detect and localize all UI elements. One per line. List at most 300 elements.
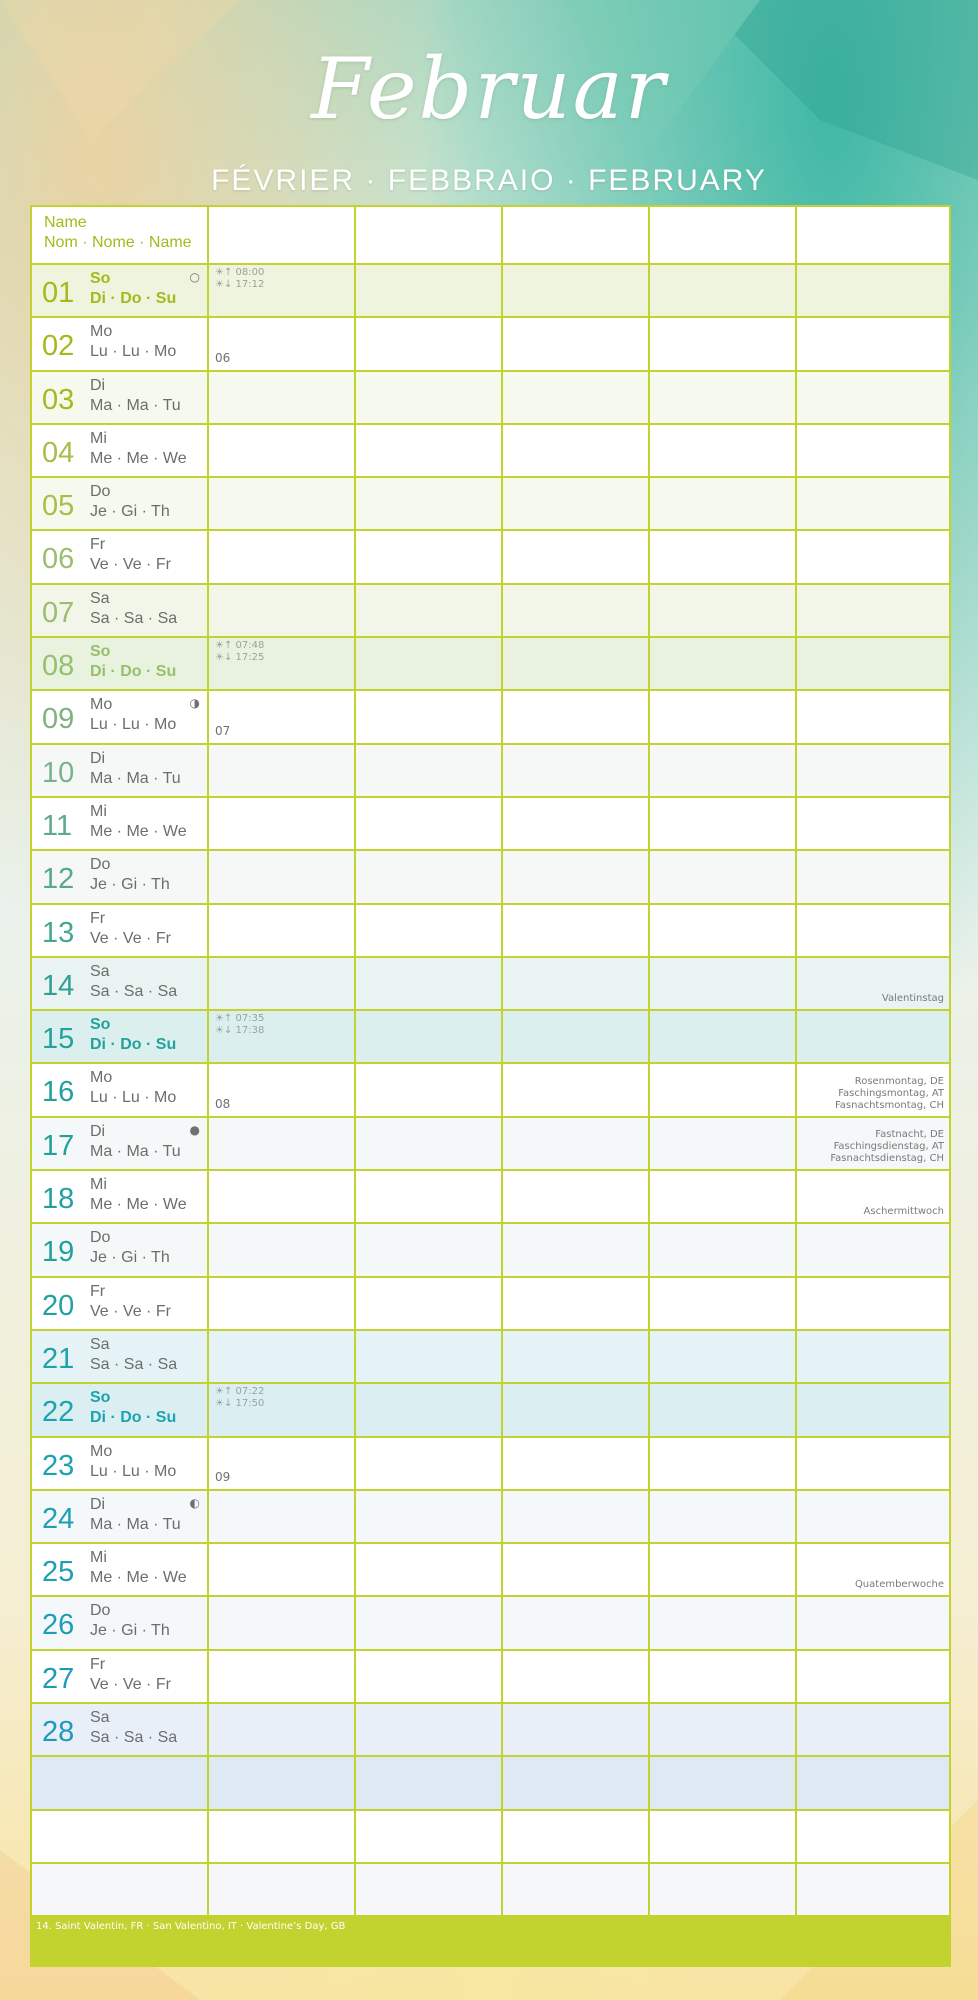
entry-cell[interactable] xyxy=(797,1704,949,1755)
entry-cell[interactable] xyxy=(356,585,503,636)
day-number: 25 xyxy=(42,1556,75,1589)
entry-cell[interactable] xyxy=(797,1597,949,1648)
entry-cell[interactable] xyxy=(209,1651,356,1702)
empty-cell[interactable] xyxy=(209,1811,356,1862)
entry-cell[interactable] xyxy=(209,1224,356,1275)
entry-cell[interactable] xyxy=(503,1331,650,1382)
entry-cell[interactable] xyxy=(503,318,650,369)
day-label-cell xyxy=(32,1278,209,1329)
day-label-cell xyxy=(32,798,209,849)
day-row xyxy=(32,1491,949,1544)
sun-times xyxy=(215,1013,264,1037)
entry-cell[interactable] xyxy=(797,425,949,476)
entry-cell[interactable] xyxy=(650,1118,797,1169)
day-number: 11 xyxy=(42,809,73,842)
empty-cell[interactable] xyxy=(356,1864,503,1917)
entry-cell[interactable] xyxy=(650,478,797,529)
entry-cell[interactable] xyxy=(797,1491,949,1542)
entry-cell[interactable] xyxy=(650,425,797,476)
day-name: Mo xyxy=(90,696,113,714)
day-name: So xyxy=(90,270,111,287)
entry-cell[interactable] xyxy=(209,1597,356,1648)
entry-cell[interactable] xyxy=(209,1171,356,1222)
day-name: Di xyxy=(90,1495,106,1513)
month-title: Februar xyxy=(311,40,667,138)
entry-cell[interactable] xyxy=(650,1384,797,1435)
entry-cell[interactable] xyxy=(797,478,949,529)
entry-cell[interactable] xyxy=(356,851,503,902)
entry-cell[interactable] xyxy=(797,638,949,689)
empty-cell[interactable] xyxy=(797,1811,949,1862)
day-name: Do xyxy=(90,1229,111,1247)
moon-phase-icon: ◑ xyxy=(189,696,200,711)
day-number: 22 xyxy=(42,1396,75,1429)
day-translations: Sa · Sa · Sa xyxy=(90,982,178,1000)
day-label-cell xyxy=(32,851,209,902)
entry-cell[interactable] xyxy=(797,1331,949,1382)
entry-cell[interactable] xyxy=(356,905,503,956)
entry-cell[interactable] xyxy=(356,1491,503,1542)
entry-cell[interactable] xyxy=(797,1278,949,1329)
day-name: Mo xyxy=(90,1069,113,1087)
entry-cell[interactable] xyxy=(209,318,356,369)
person-column-3[interactable] xyxy=(503,207,650,263)
entry-cell[interactable] xyxy=(797,1118,949,1169)
empty-cell[interactable] xyxy=(797,1864,949,1917)
entry-cell[interactable] xyxy=(503,638,650,689)
day-name: Do xyxy=(90,856,111,874)
entry-cell[interactable] xyxy=(650,851,797,902)
day-translations: Me · Me · We xyxy=(90,822,187,840)
day-number: 24 xyxy=(42,1502,75,1535)
entry-cell[interactable] xyxy=(356,638,503,689)
entry-cell[interactable] xyxy=(650,1011,797,1062)
day-row xyxy=(32,1224,949,1277)
name-translations: Nom · Nome · Name xyxy=(44,234,192,251)
sunrise-time: ☀↑ 07:22 xyxy=(215,1386,265,1398)
day-label-cell xyxy=(32,1544,209,1595)
entry-cell[interactable] xyxy=(503,851,650,902)
day-row xyxy=(32,1704,949,1757)
entry-cell[interactable] xyxy=(503,1011,650,1062)
entry-cell[interactable] xyxy=(650,638,797,689)
day-name: Di xyxy=(90,749,106,767)
entry-cell[interactable] xyxy=(209,958,356,1009)
entry-cell[interactable] xyxy=(356,1011,503,1062)
day-label-cell xyxy=(32,318,209,369)
moon-phase-icon: ◐ xyxy=(189,1495,200,1510)
day-row xyxy=(32,1064,949,1117)
entry-cell[interactable] xyxy=(503,1597,650,1648)
person-column-2[interactable] xyxy=(356,207,503,263)
day-row xyxy=(32,1597,949,1650)
entry-cell[interactable] xyxy=(356,425,503,476)
entry-cell[interactable] xyxy=(797,1384,949,1435)
entry-cell[interactable] xyxy=(797,905,949,956)
entry-cell[interactable] xyxy=(797,1064,949,1115)
day-name: Mi xyxy=(90,1176,107,1194)
holiday-note: Fastnacht, DE Faschingsdienstag, AT Fasnachtsdienstag, CH xyxy=(830,1129,944,1165)
day-number: 13 xyxy=(42,916,75,949)
day-label-cell xyxy=(32,638,209,689)
empty-cell[interactable] xyxy=(32,1864,209,1917)
entry-cell[interactable] xyxy=(503,1704,650,1755)
day-label-cell xyxy=(32,1384,209,1435)
day-label-cell xyxy=(32,691,209,742)
day-number: 12 xyxy=(42,863,75,896)
day-number: 09 xyxy=(42,703,75,736)
day-translations: Ve · Ve · Fr xyxy=(90,1302,171,1320)
day-name: Di xyxy=(90,376,106,394)
day-label-cell xyxy=(32,958,209,1009)
entry-cell[interactable] xyxy=(209,798,356,849)
day-translations: Ma · Ma · Tu xyxy=(90,1515,181,1533)
day-name: Fr xyxy=(90,1655,106,1673)
empty-row xyxy=(32,1757,949,1810)
day-row xyxy=(32,1331,949,1384)
entry-cell[interactable] xyxy=(650,1438,797,1489)
entry-cell[interactable] xyxy=(650,905,797,956)
entry-cell[interactable] xyxy=(503,1544,650,1595)
footer-bar xyxy=(30,1915,951,1967)
entry-cell[interactable] xyxy=(209,691,356,742)
entry-cell[interactable] xyxy=(209,1278,356,1329)
day-number: 26 xyxy=(42,1609,75,1642)
entry-cell[interactable] xyxy=(356,1384,503,1435)
entry-cell[interactable] xyxy=(650,745,797,796)
day-name: So xyxy=(90,1389,111,1407)
entry-cell[interactable] xyxy=(503,265,650,316)
empty-cell[interactable] xyxy=(209,1864,356,1917)
week-number: 08 xyxy=(215,1096,231,1111)
entry-cell[interactable] xyxy=(503,905,650,956)
sunset-time: ☀↓ 17:25 xyxy=(215,652,265,664)
entry-cell[interactable] xyxy=(503,425,650,476)
day-name: Sa xyxy=(90,962,110,980)
entry-cell[interactable] xyxy=(503,1224,650,1275)
entry-cell[interactable] xyxy=(356,318,503,369)
day-number: 20 xyxy=(42,1289,75,1322)
day-label-cell xyxy=(32,478,209,529)
entry-cell[interactable] xyxy=(503,531,650,582)
entry-cell[interactable] xyxy=(797,745,949,796)
entry-cell[interactable] xyxy=(356,1278,503,1329)
entry-cell[interactable] xyxy=(503,1491,650,1542)
empty-cell[interactable] xyxy=(32,1811,209,1862)
day-label-cell xyxy=(32,1011,209,1062)
holiday-note: Aschermittwoch xyxy=(863,1206,944,1218)
entry-cell[interactable] xyxy=(209,1544,356,1595)
day-row xyxy=(32,851,949,904)
entry-cell[interactable] xyxy=(356,372,503,423)
empty-cell[interactable] xyxy=(209,1757,356,1808)
day-row xyxy=(32,1278,949,1331)
entry-cell[interactable] xyxy=(797,798,949,849)
entry-cell[interactable] xyxy=(209,745,356,796)
entry-cell[interactable] xyxy=(650,1064,797,1115)
day-row xyxy=(32,691,949,744)
entry-cell[interactable] xyxy=(797,1011,949,1062)
sun-times xyxy=(215,640,264,664)
day-number: 15 xyxy=(42,1023,75,1056)
entry-cell[interactable] xyxy=(797,958,949,1009)
sunrise-time: ☀↑ 07:48 xyxy=(215,640,265,652)
entry-cell[interactable] xyxy=(650,958,797,1009)
entry-cell[interactable] xyxy=(356,1651,503,1702)
entry-cell[interactable] xyxy=(797,1544,949,1595)
day-translations: Je · Gi · Th xyxy=(90,1622,170,1640)
entry-cell[interactable] xyxy=(356,745,503,796)
day-row xyxy=(32,372,949,425)
entry-cell[interactable] xyxy=(650,1651,797,1702)
day-name: Fr xyxy=(90,909,106,927)
entry-cell[interactable] xyxy=(650,1278,797,1329)
entry-cell[interactable] xyxy=(209,585,356,636)
day-translations: Ve · Ve · Fr xyxy=(90,1675,171,1693)
entry-cell[interactable] xyxy=(356,1118,503,1169)
day-number: 23 xyxy=(42,1449,75,1482)
entry-cell[interactable] xyxy=(209,1011,356,1062)
day-label-cell xyxy=(32,265,209,316)
footer-note: 14. Saint Valentin, FR · San Valentino, IT · Valentine’s Day, GB xyxy=(36,1921,346,1932)
day-number: 27 xyxy=(42,1662,75,1695)
empty-cell[interactable] xyxy=(356,1757,503,1808)
entry-cell[interactable] xyxy=(209,478,356,529)
sun-times xyxy=(215,267,264,291)
day-row xyxy=(32,638,949,691)
day-number: 21 xyxy=(42,1342,75,1375)
day-row xyxy=(32,478,949,531)
day-row xyxy=(32,1384,949,1437)
person-column-4[interactable] xyxy=(650,207,797,263)
entry-cell[interactable] xyxy=(650,1331,797,1382)
entry-cell[interactable] xyxy=(356,478,503,529)
entry-cell[interactable] xyxy=(356,691,503,742)
empty-cell[interactable] xyxy=(650,1864,797,1917)
sunrise-time: ☀↑ 08:00 xyxy=(215,267,265,278)
day-translations: Lu · Lu · Mo xyxy=(90,343,177,361)
entry-cell[interactable] xyxy=(650,265,797,316)
entry-cell[interactable] xyxy=(503,798,650,849)
entry-cell[interactable] xyxy=(650,372,797,423)
entry-cell[interactable] xyxy=(650,1491,797,1542)
day-name: Fr xyxy=(90,536,106,554)
entry-cell[interactable] xyxy=(503,745,650,796)
day-number: 01 xyxy=(42,277,75,309)
day-translations: Lu · Lu · Mo xyxy=(90,1089,177,1107)
entry-cell[interactable] xyxy=(503,478,650,529)
entry-cell[interactable] xyxy=(797,318,949,369)
entry-cell[interactable] xyxy=(797,372,949,423)
day-number: 18 xyxy=(42,1183,75,1216)
day-number: 28 xyxy=(42,1716,75,1749)
entry-cell[interactable] xyxy=(650,1171,797,1222)
person-column-5[interactable] xyxy=(797,207,949,263)
name-label: Name xyxy=(44,214,87,231)
day-translations: Sa · Sa · Sa xyxy=(90,1355,178,1373)
day-name: Di xyxy=(90,1122,106,1140)
empty-cell[interactable] xyxy=(650,1757,797,1808)
entry-cell[interactable] xyxy=(356,1171,503,1222)
day-translations: Je · Gi · Th xyxy=(90,503,170,521)
entry-cell[interactable] xyxy=(209,1704,356,1755)
entry-cell[interactable] xyxy=(503,372,650,423)
entry-cell[interactable] xyxy=(650,318,797,369)
name-header-cell xyxy=(32,207,209,263)
entry-cell[interactable] xyxy=(356,1064,503,1115)
week-number: 09 xyxy=(215,1469,231,1484)
day-label-cell xyxy=(32,745,209,796)
day-translations: Ma · Ma · Tu xyxy=(90,769,181,787)
entry-cell[interactable] xyxy=(503,958,650,1009)
entry-cell[interactable] xyxy=(650,1544,797,1595)
day-row xyxy=(32,745,949,798)
entry-cell[interactable] xyxy=(650,1597,797,1648)
entry-cell[interactable] xyxy=(356,531,503,582)
entry-cell[interactable] xyxy=(650,531,797,582)
entry-cell[interactable] xyxy=(209,1331,356,1382)
sunset-time: ☀↓ 17:50 xyxy=(215,1398,265,1410)
day-translations: Sa · Sa · Sa xyxy=(90,609,178,627)
entry-cell[interactable] xyxy=(356,1331,503,1382)
empty-row xyxy=(32,1811,949,1864)
day-row xyxy=(32,1011,949,1064)
entry-cell[interactable] xyxy=(503,1171,650,1222)
week-number: 07 xyxy=(215,723,231,738)
entry-cell[interactable] xyxy=(503,691,650,742)
entry-cell[interactable] xyxy=(797,1224,949,1275)
entry-cell[interactable] xyxy=(503,1651,650,1702)
entry-cell[interactable] xyxy=(797,1438,949,1489)
day-label-cell xyxy=(32,531,209,582)
day-translations: Di · Do · Su xyxy=(90,1409,177,1427)
day-number: 17 xyxy=(42,1129,75,1162)
day-label-cell xyxy=(32,905,209,956)
day-label-cell xyxy=(32,1118,209,1169)
day-label-cell xyxy=(32,1597,209,1648)
entry-cell[interactable] xyxy=(209,1384,356,1435)
day-translations: Di · Do · Su xyxy=(90,1036,177,1054)
entry-cell[interactable] xyxy=(209,425,356,476)
empty-cell[interactable] xyxy=(503,1757,650,1808)
empty-cell[interactable] xyxy=(503,1811,650,1862)
day-number: 14 xyxy=(42,969,75,1002)
day-name: Do xyxy=(90,1602,111,1620)
entry-cell[interactable] xyxy=(209,851,356,902)
entry-cell[interactable] xyxy=(209,531,356,582)
entry-cell[interactable] xyxy=(503,1438,650,1489)
day-label-cell xyxy=(32,1438,209,1489)
entry-cell[interactable] xyxy=(797,1651,949,1702)
day-translations: Sa · Sa · Sa xyxy=(90,1729,178,1747)
entry-cell[interactable] xyxy=(356,1224,503,1275)
empty-cell[interactable] xyxy=(650,1811,797,1862)
sunrise-time: ☀↑ 07:35 xyxy=(215,1013,265,1025)
entry-cell[interactable] xyxy=(356,1704,503,1755)
day-translations: Lu · Lu · Mo xyxy=(90,716,177,734)
day-name: So xyxy=(90,1016,111,1034)
holiday-note: Rosenmontag, DE Faschingsmontag, AT Fasnachtsmontag, CH xyxy=(834,1075,944,1111)
entry-cell[interactable] xyxy=(797,585,949,636)
day-label-cell xyxy=(32,585,209,636)
empty-cell[interactable] xyxy=(797,1757,949,1808)
day-label-cell xyxy=(32,425,209,476)
day-number: 16 xyxy=(42,1076,75,1109)
entry-cell[interactable] xyxy=(356,958,503,1009)
entry-cell[interactable] xyxy=(209,905,356,956)
entry-cell[interactable] xyxy=(503,585,650,636)
day-translations: Ma · Ma · Tu xyxy=(90,396,181,414)
entry-cell[interactable] xyxy=(356,1597,503,1648)
day-name: Sa xyxy=(90,589,110,607)
entry-cell[interactable] xyxy=(503,1064,650,1115)
entry-cell[interactable] xyxy=(797,265,949,316)
entry-cell[interactable] xyxy=(797,851,949,902)
day-translations: Lu · Lu · Mo xyxy=(90,1462,177,1480)
day-translations: Ve · Ve · Fr xyxy=(90,556,171,574)
holiday-note: Quatemberwoche xyxy=(854,1579,944,1591)
entry-cell[interactable] xyxy=(650,1704,797,1755)
day-row xyxy=(32,1438,949,1491)
entry-cell[interactable] xyxy=(209,1118,356,1169)
entry-cell[interactable] xyxy=(209,372,356,423)
empty-cell[interactable] xyxy=(32,1757,209,1808)
entry-cell[interactable] xyxy=(356,265,503,316)
day-translations: Me · Me · We xyxy=(90,1569,187,1587)
entry-cell[interactable] xyxy=(503,1384,650,1435)
empty-cell[interactable] xyxy=(503,1864,650,1917)
entry-cell[interactable] xyxy=(356,1438,503,1489)
day-row xyxy=(32,585,949,638)
day-number: 06 xyxy=(42,543,75,576)
entry-cell[interactable] xyxy=(797,531,949,582)
entry-cell[interactable] xyxy=(650,798,797,849)
day-label-cell xyxy=(32,1171,209,1222)
day-number: 19 xyxy=(42,1236,75,1269)
entry-cell[interactable] xyxy=(356,1544,503,1595)
entry-cell[interactable] xyxy=(650,691,797,742)
entry-cell[interactable] xyxy=(209,638,356,689)
day-translations: Je · Gi · Th xyxy=(90,1249,170,1267)
entry-cell[interactable] xyxy=(209,1064,356,1115)
empty-cell[interactable] xyxy=(356,1811,503,1862)
entry-cell[interactable] xyxy=(650,585,797,636)
entry-cell[interactable] xyxy=(503,1278,650,1329)
entry-cell[interactable] xyxy=(797,1171,949,1222)
entry-cell[interactable] xyxy=(209,1491,356,1542)
day-row xyxy=(32,1118,949,1171)
day-name: Sa xyxy=(90,1709,110,1727)
day-label-cell xyxy=(32,1064,209,1115)
entry-cell[interactable] xyxy=(209,1438,356,1489)
day-row xyxy=(32,1651,949,1704)
day-translations: Me · Me · We xyxy=(90,449,187,467)
sunset-time: ☀↓ 17:38 xyxy=(215,1025,265,1037)
day-row xyxy=(32,531,949,584)
entry-cell[interactable] xyxy=(797,691,949,742)
entry-cell[interactable] xyxy=(503,1118,650,1169)
day-row xyxy=(32,958,949,1011)
day-number: 04 xyxy=(42,436,75,469)
day-name: Fr xyxy=(90,1282,106,1300)
day-label-cell xyxy=(32,1704,209,1755)
entry-cell[interactable] xyxy=(356,798,503,849)
header-row xyxy=(32,207,949,265)
person-column-1[interactable] xyxy=(209,207,356,263)
entry-cell[interactable] xyxy=(209,265,356,316)
day-number: 02 xyxy=(42,330,75,363)
entry-cell[interactable] xyxy=(650,1224,797,1275)
